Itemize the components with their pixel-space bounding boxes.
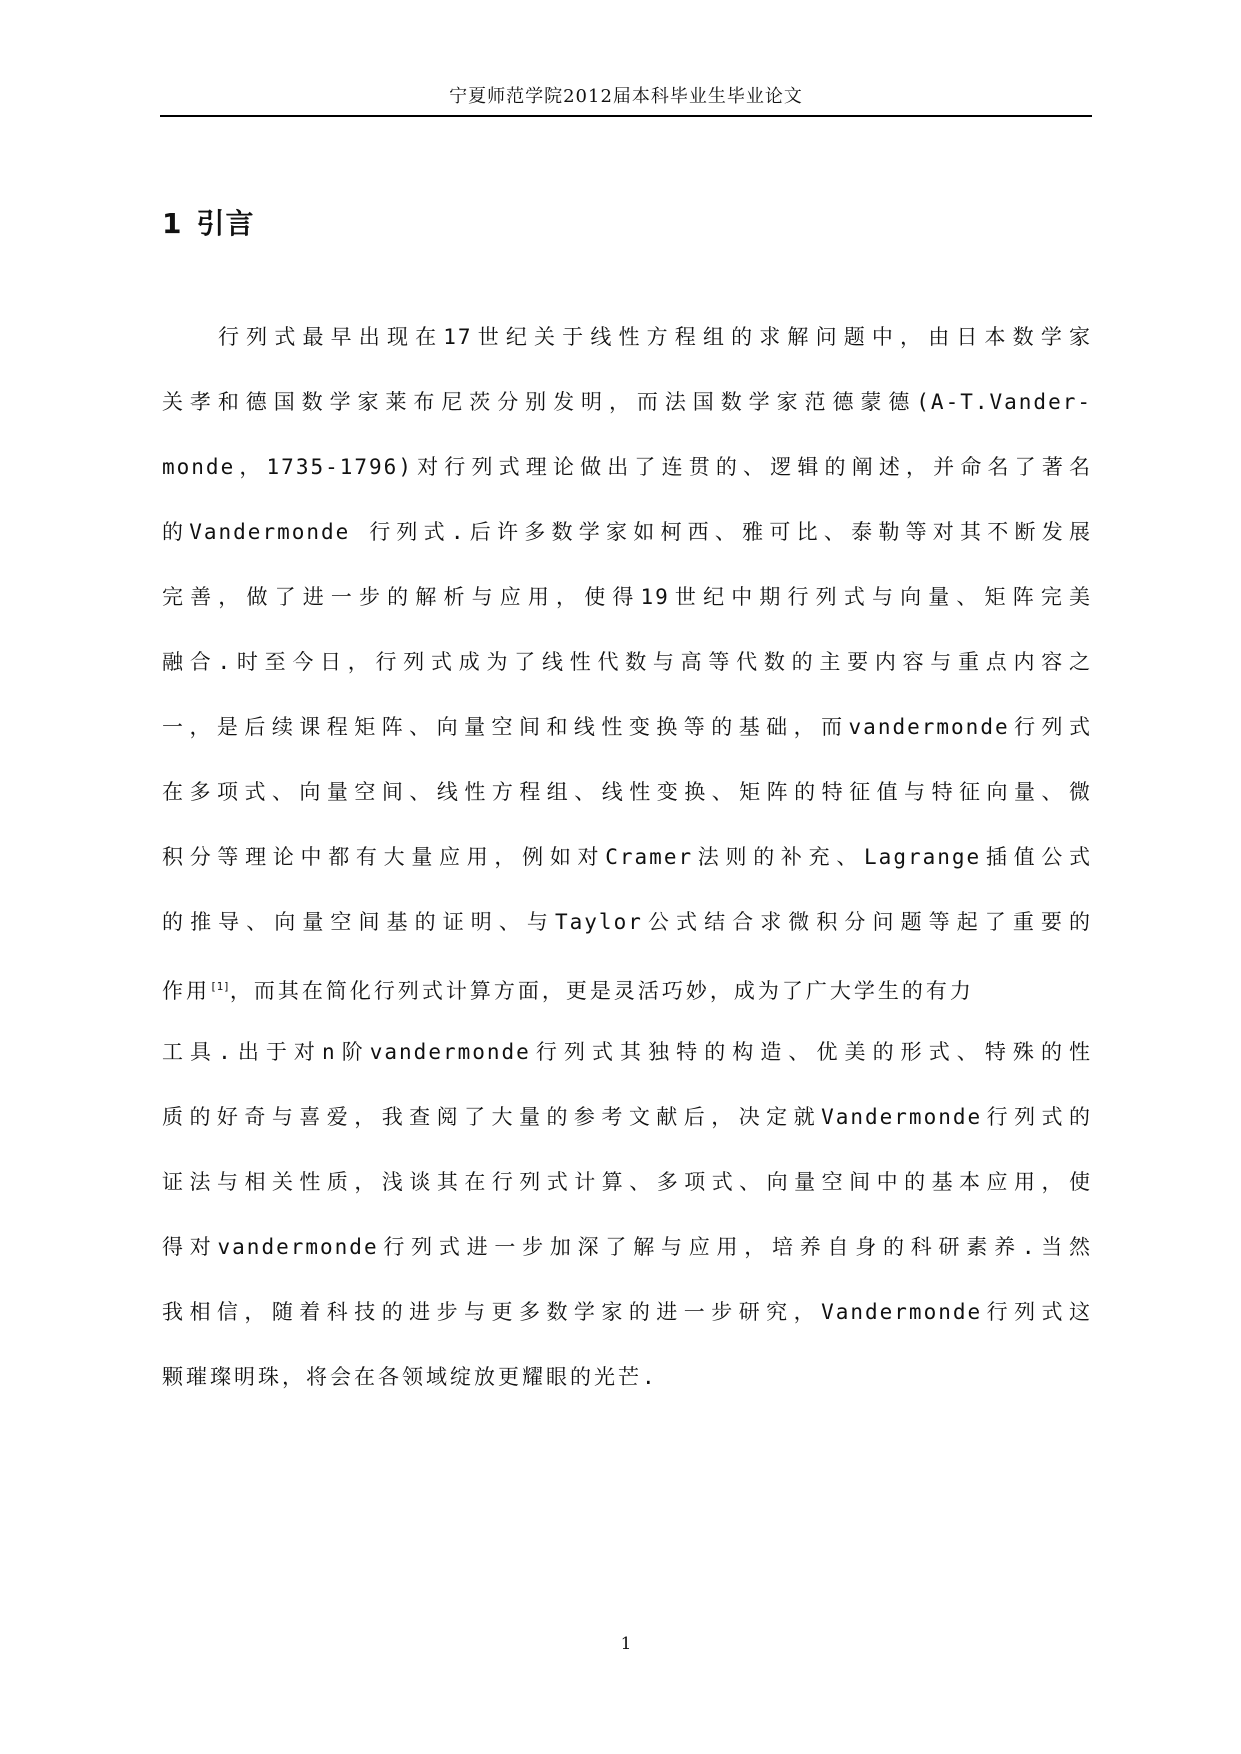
body-line-8: 在多项式、向量空间、线性方程组、线性变换、矩阵的特征值与特征向量、微 [162, 780, 1092, 804]
running-header: 宁夏师范学院2012届本科毕业生毕业论文 [449, 86, 803, 107]
body-line-11 [162, 967, 1092, 1032]
section-number: 1 [162, 207, 183, 240]
body-line-9: 积分等理论中都有大量应用，例如对Cramer法则的补充、Lagrange插值公式 [162, 845, 1092, 869]
body-line-10: 的推导、向量空间基的证明、与Taylor公式结合求微积分问题等起了重要的 [162, 910, 1092, 934]
body-line-2: 关孝和德国数学家莱布尼茨分别发明，而法国数学家范德蒙德(A-T.Vander- [162, 390, 1092, 414]
body-line-1: 行列式最早出现在17世纪关于线性方程组的求解问题中，由日本数学家 [218, 325, 1092, 349]
body-line-7: 一，是后续课程矩阵、向量空间和线性变换等的基础，而vandermonde行列式 [162, 715, 1092, 739]
body-line-12: 工具.出于对n阶vandermonde行列式其独特的构造、优美的形式、特殊的性 [162, 1040, 1092, 1064]
page-number: 1 [620, 1634, 632, 1654]
body-line-11-start: 作用 [162, 979, 210, 1003]
citation-marker: [1] [210, 980, 230, 993]
body-line-3: monde，1735-1796)对行列式理论做出了连贯的、逻辑的阐述，并命名了著名 [162, 455, 1092, 479]
body-line-5: 完善，做了进一步的解析与应用，使得19世纪中期行列式与向量、矩阵完美 [162, 585, 1092, 609]
body-line-6: 融合.时至今日，行列式成为了线性代数与高等代数的主要内容与重点内容之 [162, 650, 1092, 674]
body-line-17: 颗璀璨明珠，将会在各领域绽放更耀眼的光芒. [162, 1365, 658, 1389]
body-paragraph [162, 317, 1092, 1422]
body-line-11-rest: ，而其在简化行列式计算方面，更是灵活巧妙，成为了广大学生的有力 [229, 979, 974, 1003]
header-rule [160, 115, 1092, 117]
section-title: 引言 [196, 207, 255, 240]
body-line-14: 证法与相关性质，浅谈其在行列式计算、多项式、向量空间中的基本应用，使 [162, 1170, 1092, 1194]
body-line-4: 的Vandermonde 行列式.后许多数学家如柯西、雅可比、泰勒等对其不断发展 [162, 520, 1092, 544]
body-line-15: 得对vandermonde行列式进一步加深了解与应用，培养自身的科研素养.当然 [162, 1235, 1092, 1259]
body-line-13: 质的好奇与喜爱，我查阅了大量的参考文献后，决定就Vandermonde行列式的 [162, 1105, 1092, 1129]
section-heading [162, 202, 255, 242]
body-line-16: 我相信，随着科技的进步与更多数学家的进一步研究，Vandermonde行列式这 [162, 1300, 1092, 1324]
